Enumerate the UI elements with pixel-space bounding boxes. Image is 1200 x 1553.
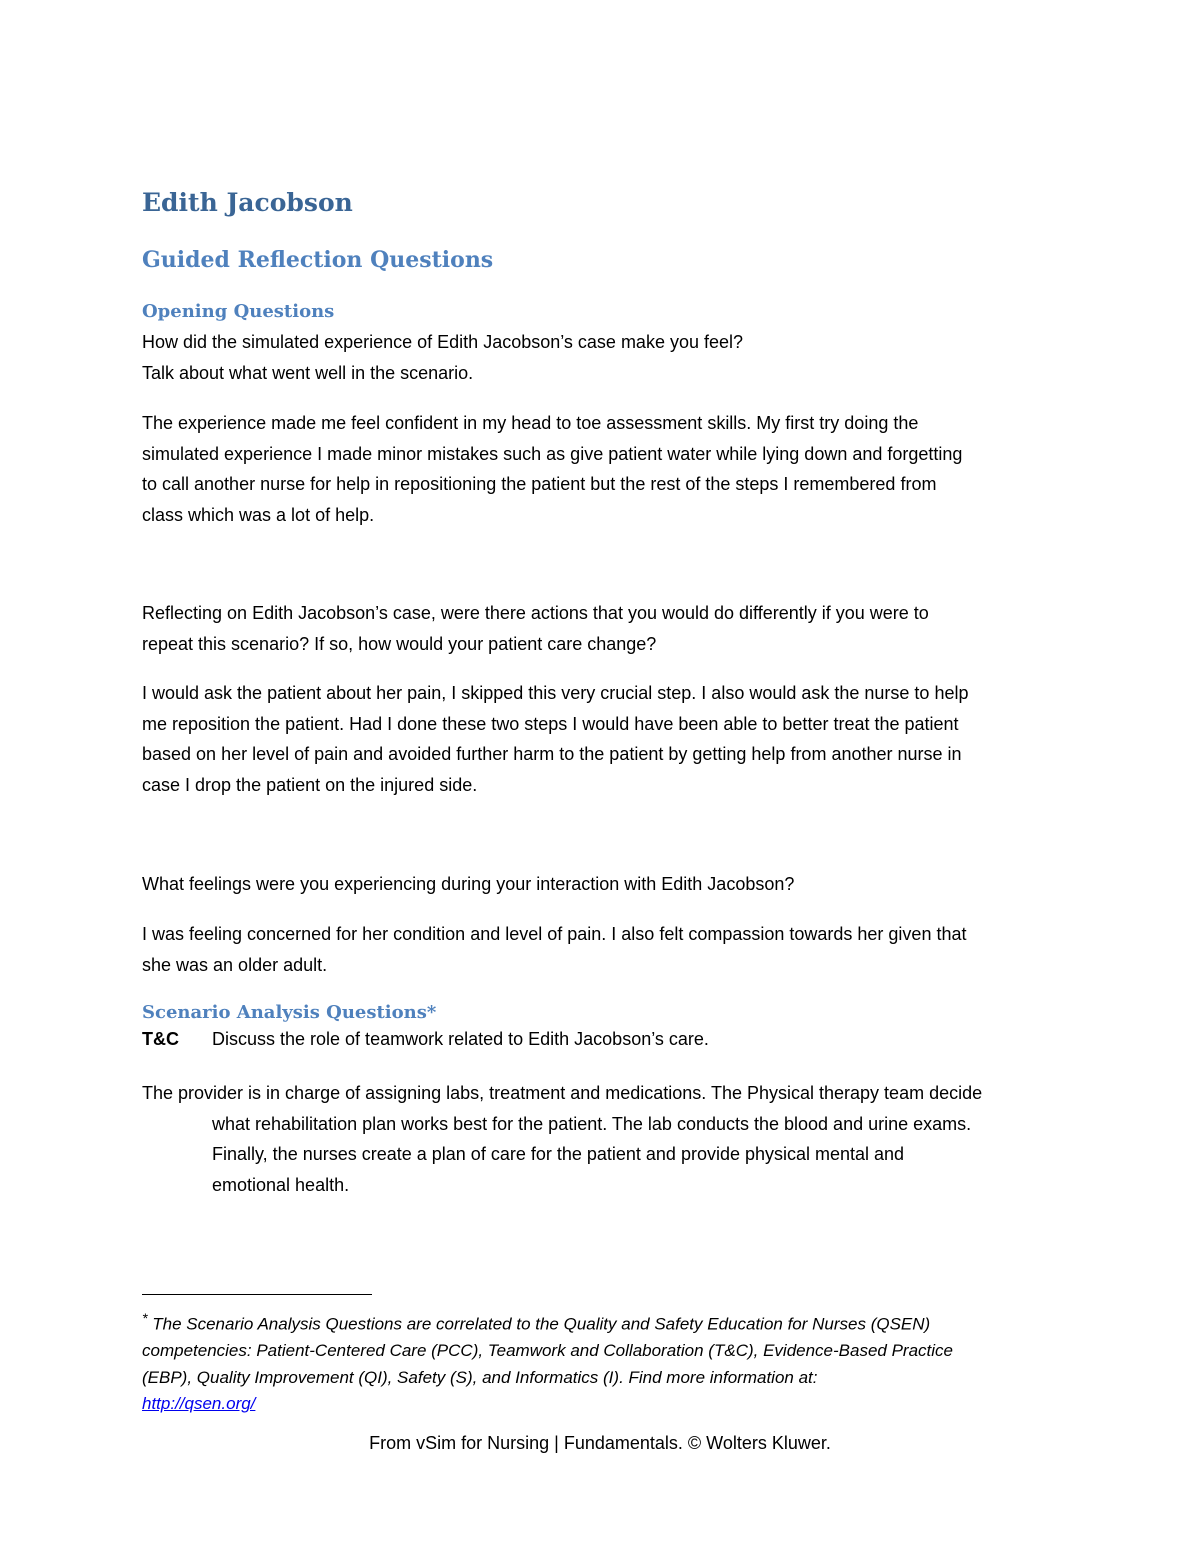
scenario-answer	[142, 1078, 1062, 1200]
answer-line: I was feeling concerned for her condition and level of pain. I also felt compassion towards her given that	[142, 924, 967, 944]
question-line: What feelings were you experiencing during your interaction with Edith Jacobson?	[142, 874, 795, 894]
footnote-line-text: The Scenario Analysis Questions are correlated to the Quality and Safety Education for Nurses (QSEN)	[147, 1314, 931, 1334]
footnote	[142, 1306, 1062, 1418]
answer-line: to call another nurse for help in repositioning the patient but the rest of the steps I remembered from	[142, 474, 937, 494]
page-footer: From vSim for Nursing | Fundamentals. © Wolters Kluwer.	[369, 1433, 831, 1453]
question-line: repeat this scenario? If so, how would your patient care change?	[142, 633, 657, 654]
tc-question: Discuss the role of teamwork related to Edith Jacobson’s care.	[212, 1029, 709, 1049]
answer-line: case I drop the patient on the injured side.	[142, 774, 478, 795]
answer-line: what rehabilitation plan works best for the patient. The lab conducts the blood and urine exams.	[212, 1113, 972, 1134]
footnote-marker: *	[142, 1311, 148, 1327]
opening-questions-heading: Opening Questions	[142, 301, 335, 322]
tc-label: T&C	[142, 1029, 179, 1049]
answer-line: based on her level of pain and avoided further harm to the patient by getting help from another nurse in	[142, 744, 962, 764]
answer-line: Finally, the nurses create a plan of care for the patient and provide physical mental and	[212, 1144, 905, 1164]
answer-line: The provider is in charge of assigning labs, treatment and medications. The Physical therapy team decide	[142, 1083, 983, 1103]
opening-answer	[142, 408, 1062, 530]
answer-line: she was an older adult.	[142, 954, 328, 975]
opening-question	[142, 327, 1062, 388]
reflect-answer	[142, 678, 1062, 800]
footnote-line: (EBP), Quality Improvement (QI), Safety (S), and Informatics (I). Find more information at:	[142, 1367, 818, 1387]
document-title: Edith Jacobson	[142, 188, 353, 217]
footnote-separator	[142, 1294, 372, 1295]
answer-line: I would ask the patient about her pain, I skipped this very crucial step. I also would ask the nurse to help	[142, 683, 969, 703]
question-line: Talk about what went well in the scenario.	[142, 362, 474, 383]
feelings-question	[142, 869, 1062, 900]
qsen-link[interactable]: http://qsen.org/	[142, 1394, 256, 1414]
tc-question-row	[142, 1029, 709, 1050]
answer-line: me reposition the patient. Had I done these two steps I would have been able to better treat the patient	[142, 713, 959, 734]
answer-line: simulated experience I made minor mistakes such as give patient water while lying down and forgetting	[142, 443, 963, 464]
footnote-line: competencies: Patient-Centered Care (PCC), Teamwork and Collaboration (T&C), Evidence-Based Practice	[142, 1341, 954, 1361]
reflect-question	[142, 598, 1062, 659]
answer-line: emotional health.	[212, 1174, 350, 1195]
document-subtitle: Guided Reflection Questions	[142, 247, 494, 273]
question-line: How did the simulated experience of Edith Jacobson’s case make you feel?	[142, 332, 744, 352]
feelings-answer	[142, 919, 1062, 980]
scenario-analysis-heading: Scenario Analysis Questions*	[142, 1002, 437, 1023]
question-line: Reflecting on Edith Jacobson’s case, were there actions that you would do differently if you were to	[142, 603, 929, 623]
answer-line: class which was a lot of help.	[142, 504, 375, 525]
answer-line: The experience made me feel confident in my head to toe assessment skills. My first try doing the	[142, 413, 919, 433]
footnote-line	[142, 1306, 1062, 1338]
